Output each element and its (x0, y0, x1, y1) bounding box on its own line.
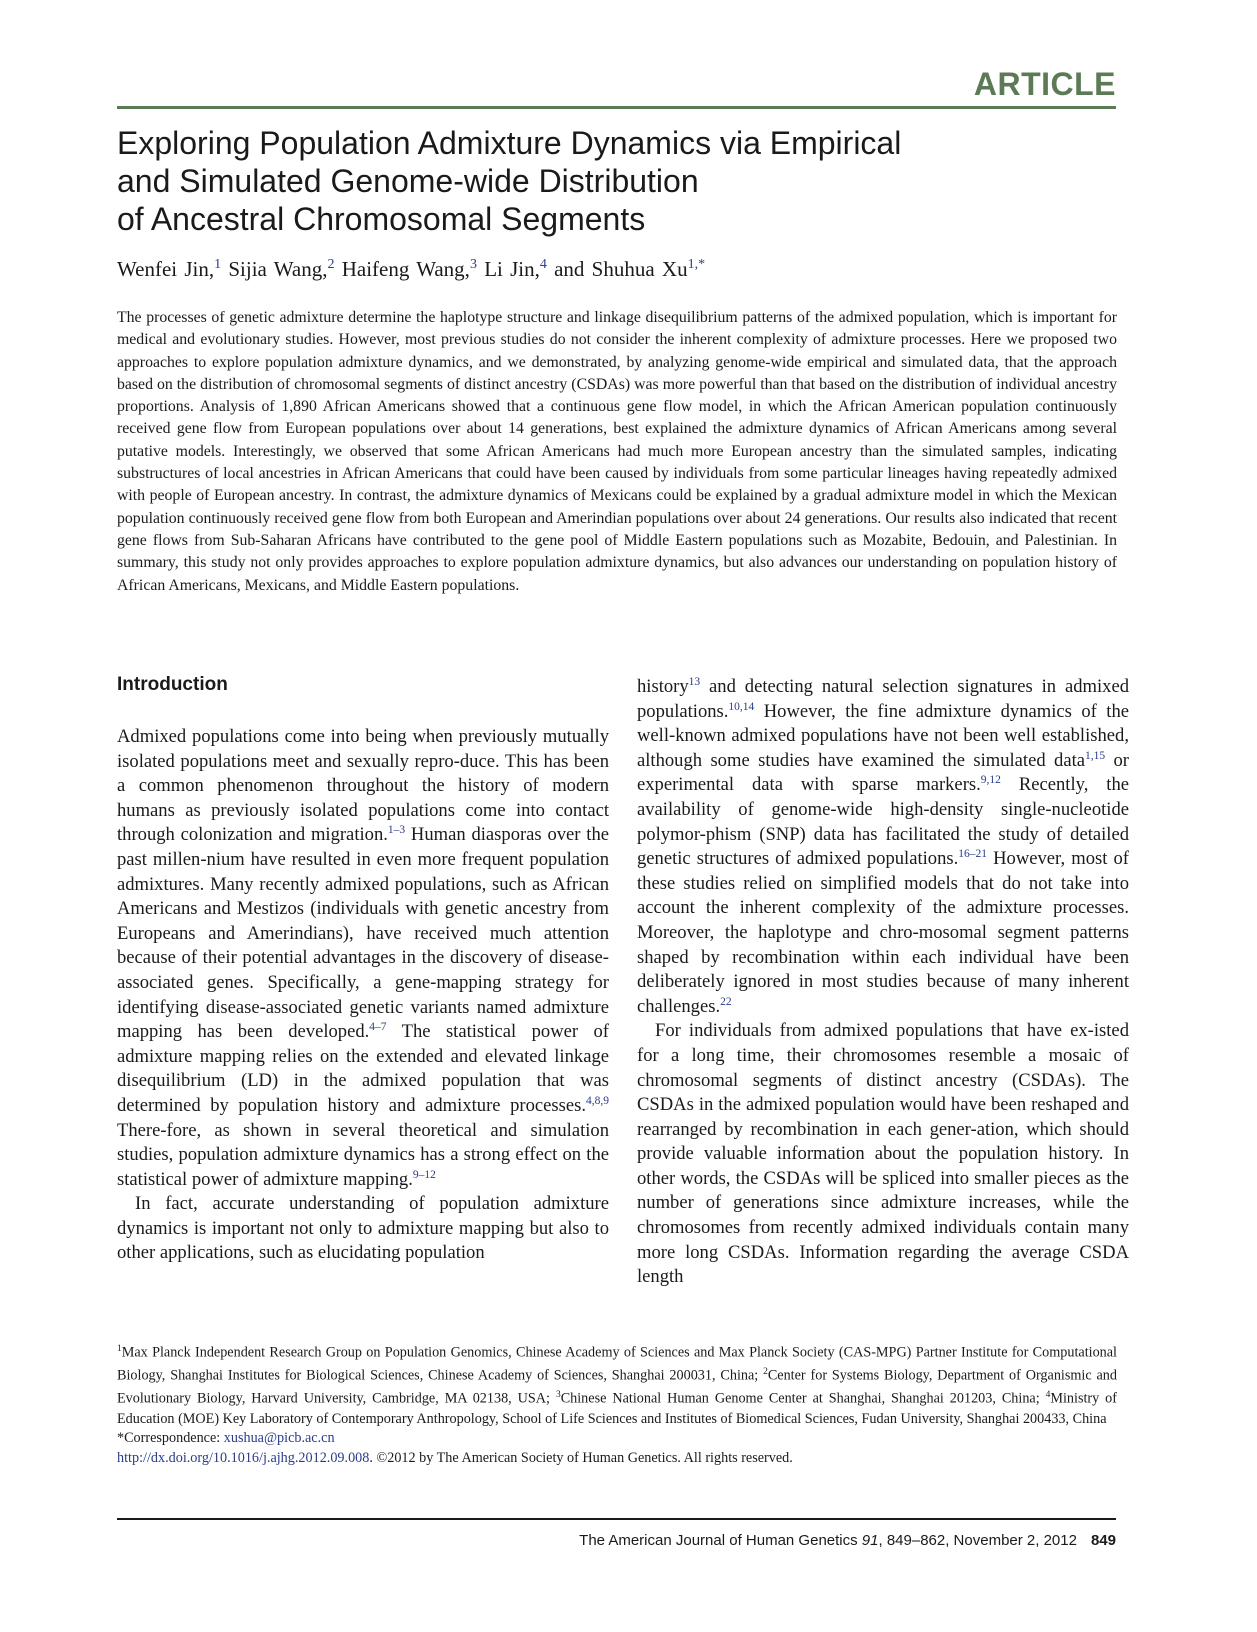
citation-superscript[interactable]: 1,15 (1085, 749, 1106, 762)
author-name: Haifeng Wang, (341, 257, 470, 281)
citation-superscript[interactable]: 4,8,9 (586, 1094, 609, 1107)
affiliation-marker[interactable]: 3 (469, 257, 477, 272)
citation-superscript[interactable]: 10,14 (728, 700, 755, 713)
body-column-left (117, 725, 609, 1266)
text-run: Max Planck Independent Research Group on Population Genomics, Chinese Academy of Sciences and Max Planck Society (CAS-MPG) Partner Institute for Computational Biology, Shanghai Institutes for Biological Sciences, Chinese Academy of Sciences, Shanghai 200031, China; (117, 1344, 1117, 1384)
correspondence-email-link[interactable]: xushua@picb.ac.cn (223, 1430, 335, 1447)
author (484, 257, 547, 281)
author (117, 257, 221, 281)
affiliations-footnote (117, 1340, 1117, 1429)
text-run: In fact, accurate understanding of population admixture dynamics is important not only to admixture mapping but also to other applications, such as elucidating population (117, 1193, 609, 1264)
body-paragraph (637, 1019, 1129, 1290)
running-footer (579, 1532, 1116, 1549)
page-number: 849 (1090, 1532, 1116, 1549)
citation-superscript[interactable]: 22 (720, 995, 732, 1008)
footnotes (117, 1340, 1117, 1468)
section-heading-introduction: Introduction (117, 674, 228, 695)
citation-superscript[interactable]: 4–7 (369, 1020, 387, 1033)
author (342, 257, 477, 281)
affiliation-marker[interactable]: 2 (327, 257, 335, 272)
citation-superscript[interactable]: 2 (763, 1367, 768, 1378)
journal-pages-date: , 849–862, November 2, 2012 (878, 1532, 1077, 1549)
citation-superscript[interactable]: 1–3 (387, 824, 406, 837)
text-run: However, the fine admixture dynamics of the well-known admixed populations have not been well established, although some studies have examined the simulated data (637, 700, 1129, 771)
article-type-label: ARTICLE (973, 66, 1116, 102)
abstract: The processes of genetic admixture determine the haplotype structure and linkage disequilibrium patterns of the admixed population, which is important for medical and evolutionary studies. However, most previous studies do not consider the inherent complexity of admixture processes. Here we proposed two approaches to explore population admixture dynamics, and we demonstrated, by analyzing genome-wide empirical and simulated data, that the approach based on the distribution of chromosomal segments of distinct ancestry (CSDAs) was more powerful than that based on the distribution of individual ancestry proportions. Analysis of 1,890 African Americans showed that a continuous gene flow model, in which the African American population continuously received gene flow from European populations over about 14 generations, best explained the admixture dynamics of African Americans among several putative models. Interestingly, we observed that some African Americans had much more European ancestry than the simulated samples, indicating substructures of local ancestries in African Americans that could have been caused by individuals from some particular lineages having repeatedly admixed with people of European ancestry. In contrast, the admixture dynamics of Mexicans could be explained by a gradual admixture model in which the Mexican population continuously received gene flow from both European and Amerindian populations over about 24 generations. Our results also indicated that recent gene flows from Sub-Saharan Africans have contributed to the gene pool of Middle Eastern populations such as Mozabite, Bedouin, and Palestinian. In summary, this study not only provides approaches to explore population admixture dynamics, but also advances our understanding on population history of African Americans, Mexicans, and Middle Eastern populations. (117, 309, 1117, 594)
affiliation-marker[interactable]: 1 (214, 257, 222, 272)
body-paragraph (637, 675, 1129, 1019)
journal-volume: 91 (861, 1532, 879, 1549)
author (228, 257, 334, 281)
text-run: Chinese National Human Genome Center at Shanghai, Shanghai 201203, China; (560, 1391, 1046, 1408)
doi-footnote (117, 1449, 1117, 1469)
body-paragraph (117, 1192, 609, 1266)
header-rule (117, 106, 1116, 109)
author-name: and Shuhua Xu (554, 257, 688, 281)
citation-superscript[interactable]: 4 (1045, 1390, 1051, 1401)
body-paragraph (117, 725, 609, 1192)
affiliation-marker[interactable]: 1,* (687, 257, 706, 272)
correspondence-footnote (117, 1429, 1117, 1449)
text-run: or experimental data with sparse markers. (637, 749, 1129, 796)
author (554, 257, 705, 281)
title-line: Exploring Population Admixture Dynamics via Empirical (117, 125, 902, 161)
title-line: of Ancestral Chromosomal Segments (117, 201, 646, 237)
text-run: Ministry of Education (MOE) Key Laboratory of Contemporary Anthropology, School of Life Sciences and Institutes of Biomedical Sciences, Fudan University, Shanghai 200433, China (117, 1391, 1117, 1427)
citation-superscript[interactable]: 9,12 (980, 774, 1001, 787)
text-run: Admixed populations come into being when previously mutually isolated populations meet and sexually repro-duce. This has been a common phenomenon throughout the history of modern humans as previously isolated populations come into contact through colonization and migration. (117, 726, 609, 846)
text-run: There-fore, as shown in several theoretical and simulation studies, population admixture dynamics has a strong effect on the statistical power of admixture mapping. (117, 1119, 609, 1190)
author-name: Sijia Wang, (228, 257, 328, 281)
text-run: Human diasporas over the past millen-nium have resulted in even more frequent population admixtures. Many recently admixed populations, such as African Americans and Mestizos (individuals with genetic ancestry from Europeans and Amerindians), have received much attention because of their potential advantages in the discovery of disease-associated genes. Specifically, a gene-mapping strategy for identifying disease-associated genetic variants named admixture mapping has been developed. (117, 824, 609, 1043)
author-name: Wenfei Jin, (117, 257, 215, 281)
title-line: and Simulated Genome-wide Distribution (117, 163, 699, 199)
text-run: For individuals from admixed populations that have ex-isted for a long time, their chromosomes resemble a mosaic of chromosomal segments of distinct ancestry (CSDAs). The CSDAs in the admixed population would have been reshaped and rearranged by recombination in each gener-ation, which should provide valuable information about the population history. In other words, the CSDAs will be spliced into smaller pieces as the number of generations since admixture increases, while the chromosomes from recently admixed individuals contain many more long CSDAs. Information regarding the average CSDA length (637, 1020, 1129, 1288)
affiliation-marker[interactable]: 4 (539, 257, 547, 272)
correspondence-label: *Correspondence: (117, 1430, 224, 1447)
text-run: history (637, 676, 689, 697)
article-title (117, 124, 1017, 238)
citation-superscript[interactable]: 9–12 (412, 1168, 436, 1181)
body-column-right (637, 675, 1129, 1290)
text-run: However, most of these studies relied on simplified models that do not take into account the inherent complexity of the admixture processes. Moreover, the haplotype and chro-mosomal segment patterns shaped by recombination within each individual have been deliberately ignored in most studies because of many inherent challenges. (637, 848, 1129, 1017)
text-run: The statistical power of admixture mapping relies on the extended and elevated linkage disequilibrium (LD) in the admixed population that was determined by population history and admixture processes. (117, 1021, 609, 1116)
text-run: and detecting natural selection signatures in admixed populations. (637, 676, 1129, 722)
citation-superscript[interactable]: 1 (117, 1344, 122, 1354)
author-name: Li Jin, (484, 257, 540, 281)
citation-superscript[interactable]: 13 (688, 675, 701, 688)
author-list (117, 257, 705, 282)
text-run: Recently, the availability of genome-wide high-density single-nucleotide polymor-phism (SNP) data has facilitated the study of detailed genetic structures of admixed populations. (637, 774, 1129, 870)
journal-name: The American Journal of Human Genetics (579, 1532, 862, 1549)
citation-superscript[interactable]: 16–21 (958, 847, 988, 860)
copyright-text: . ©2012 by The American Society of Human Genetics. All rights reserved. (369, 1449, 793, 1466)
text-run: Center for Systems Biology, Department of Organismic and Evolutionary Biology, Harvard University, Cambridge, MA 02138, USA; (117, 1367, 1117, 1408)
footer-rule (117, 1518, 1116, 1520)
citation-superscript[interactable]: 3 (555, 1390, 561, 1401)
doi-link[interactable]: http://dx.doi.org/10.1016/j.ajhg.2012.09.008 (117, 1449, 370, 1466)
